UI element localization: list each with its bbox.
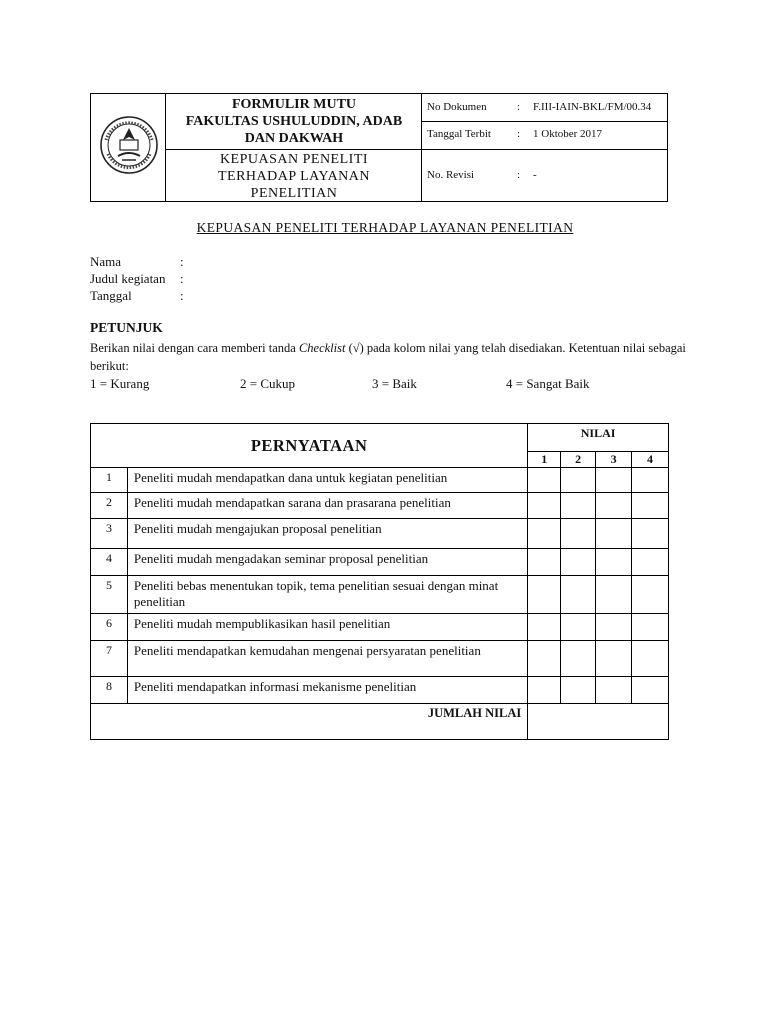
- header-divider: [165, 149, 667, 150]
- table-row: [91, 468, 669, 493]
- field-activity-title: Judul kegiatan :: [90, 271, 184, 286]
- score-cell-2[interactable]: [561, 468, 596, 493]
- assessment-table: [90, 423, 669, 740]
- form-title-line: DAN DAKWAH: [244, 131, 344, 146]
- score-cell-3[interactable]: [596, 677, 632, 704]
- score-cell-2[interactable]: [561, 519, 596, 549]
- score-cell-1[interactable]: [528, 641, 561, 677]
- document-header: FORMULIR MUTU FAKULTAS USHULUDDIN, ADAB DAN DAKWAH KEPUASAN PENELITI TERHADAP LAYANAN PENELITIAN No Dokumen : F.III-IAIN-BKL/FM/00.34 Tanggal Terbit : 1 Oktober 2017 No. Revisi : -: [90, 93, 668, 202]
- score-column-4: 4: [632, 452, 669, 468]
- table-row: [91, 493, 669, 519]
- score-header: NILAI: [528, 424, 669, 452]
- form-title-line: FAKULTAS USHULUDDIN, ADAB: [185, 114, 403, 129]
- statement-header: PERNYATAAN: [91, 424, 528, 468]
- total-value-cell[interactable]: [528, 704, 669, 740]
- score-cell-3[interactable]: [596, 468, 632, 493]
- total-row: [91, 704, 669, 740]
- table-row: [91, 614, 669, 641]
- form-subtitle-line: KEPUASAN PENELITI: [219, 152, 369, 167]
- score-cell-4[interactable]: [632, 641, 669, 677]
- score-cell-4[interactable]: [632, 468, 669, 493]
- score-cell-1[interactable]: [528, 576, 561, 614]
- row-statement: Peneliti mudah mendapatkan dana untuk kegiatan penelitian: [127, 468, 527, 493]
- instructions-text: Berikan nilai dengan cara memberi tanda Checklist (√) pada kolom nilai yang telah disediakan. Ketentuan nilai sebagai berikut:: [90, 341, 686, 373]
- row-statement: Peneliti mudah mengadakan seminar proposal penelitian: [127, 549, 527, 576]
- instructions-heading: PETUNJUK: [90, 320, 163, 335]
- form-subtitle: [167, 151, 421, 202]
- scale-item: 2 = Cukup: [240, 376, 296, 391]
- table-row: [91, 641, 669, 677]
- score-cell-4[interactable]: [632, 614, 669, 641]
- score-cell-3[interactable]: [596, 549, 632, 576]
- score-cell-3[interactable]: [596, 641, 632, 677]
- row-number: 3: [91, 519, 128, 549]
- score-cell-2[interactable]: [561, 576, 596, 614]
- score-cell-1[interactable]: [528, 614, 561, 641]
- score-cell-1[interactable]: [528, 677, 561, 704]
- header-divider: [165, 94, 166, 201]
- score-cell-4[interactable]: [632, 493, 669, 519]
- form-subtitle-line: TERHADAP LAYANAN: [217, 169, 371, 184]
- score-cell-2[interactable]: [561, 677, 596, 704]
- score-cell-2[interactable]: [561, 549, 596, 576]
- score-cell-1[interactable]: [528, 493, 561, 519]
- row-statement: Peneliti mudah mendapatkan sarana dan prasarana penelitian: [127, 493, 527, 519]
- field-name: Nama :: [90, 254, 184, 269]
- score-cell-3[interactable]: [596, 614, 632, 641]
- score-cell-3[interactable]: [596, 493, 632, 519]
- score-cell-4[interactable]: [632, 519, 669, 549]
- row-number: 4: [91, 549, 128, 576]
- table-row: [91, 677, 669, 704]
- total-label: JUMLAH NILAI: [91, 704, 528, 740]
- row-statement: Peneliti mendapatkan kemudahan mengenai persyaratan penelitian: [127, 641, 527, 677]
- table-row: [91, 549, 669, 576]
- score-column-3: 3: [596, 452, 632, 468]
- row-number: 6: [91, 614, 128, 641]
- score-cell-4[interactable]: [632, 549, 669, 576]
- form-title-line: FORMULIR MUTU: [231, 97, 357, 112]
- form-title: [167, 96, 421, 147]
- score-column-2: 2: [561, 452, 596, 468]
- table-row: [91, 519, 669, 549]
- score-cell-2[interactable]: [561, 641, 596, 677]
- score-cell-2[interactable]: [561, 614, 596, 641]
- score-cell-4[interactable]: [632, 677, 669, 704]
- score-cell-2[interactable]: [561, 493, 596, 519]
- row-number: 5: [91, 576, 128, 614]
- table-row: [91, 576, 669, 614]
- row-statement: Peneliti bebas menentukan topik, tema penelitian sesuai dengan minat penelitian: [127, 576, 527, 614]
- header-divider: [421, 94, 422, 201]
- score-column-1: 1: [528, 452, 561, 468]
- form-subtitle-line: PENELITIAN: [250, 186, 338, 201]
- row-statement: Peneliti mudah mempublikasikan hasil penelitian: [127, 614, 527, 641]
- score-cell-3[interactable]: [596, 576, 632, 614]
- row-statement: Peneliti mudah mengajukan proposal penelitian: [127, 519, 527, 549]
- row-number: 7: [91, 641, 128, 677]
- scale-item: 3 = Baik: [372, 376, 417, 391]
- score-cell-4[interactable]: [632, 576, 669, 614]
- row-statement: Peneliti mendapatkan informasi mekanisme penelitian: [127, 677, 527, 704]
- header-divider: [421, 121, 667, 122]
- field-date: Tanggal :: [90, 288, 184, 303]
- document-title: KEPUASAN PENELITI TERHADAP LAYANAN PENELITIAN: [196, 220, 574, 235]
- row-number: 1: [91, 468, 128, 493]
- row-number: 2: [91, 493, 128, 519]
- score-cell-1[interactable]: [528, 549, 561, 576]
- institution-seal-logo: [98, 110, 160, 180]
- score-cell-1[interactable]: [528, 468, 561, 493]
- scale-item: 4 = Sangat Baik: [506, 376, 590, 391]
- score-cell-1[interactable]: [528, 519, 561, 549]
- row-number: 8: [91, 677, 128, 704]
- score-cell-3[interactable]: [596, 519, 632, 549]
- scale-item: 1 = Kurang: [90, 376, 150, 391]
